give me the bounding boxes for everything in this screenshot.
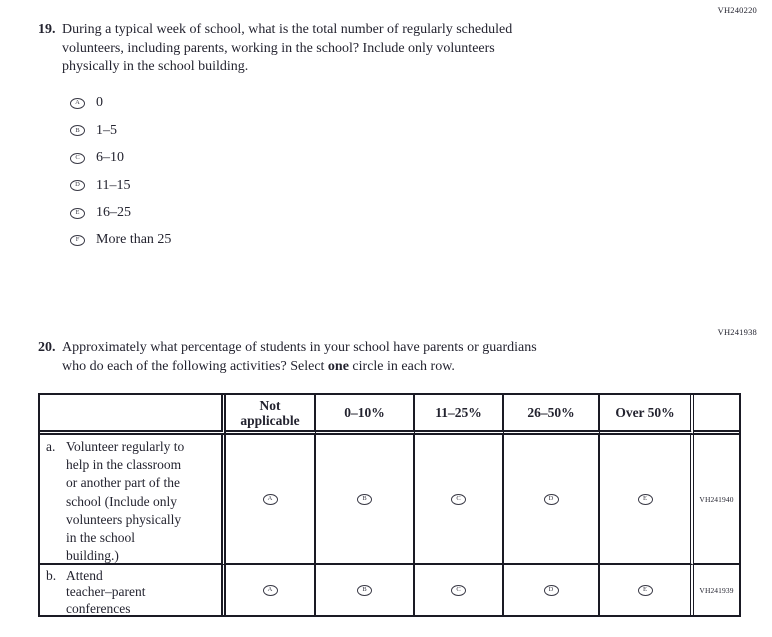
answer-bubble-c-icon[interactable]: C bbox=[451, 585, 466, 596]
answer-bubble-d-icon[interactable]: D bbox=[544, 494, 559, 505]
answer-option-label: 0 bbox=[96, 95, 103, 111]
question-19-options bbox=[38, 90, 512, 254]
answer-option-label: 16–25 bbox=[96, 205, 131, 221]
column-header-not-applicable: Not applicable bbox=[226, 395, 316, 435]
table-cell-row-a-not-applicable bbox=[226, 435, 316, 565]
question-19-text bbox=[62, 21, 512, 77]
question-20-text bbox=[62, 339, 537, 376]
answer-option bbox=[38, 90, 512, 117]
answer-bubble-b-icon[interactable]: B bbox=[357, 494, 372, 505]
table-cell-row-b-0-10 bbox=[316, 565, 415, 615]
answer-bubble-d-icon[interactable]: D bbox=[544, 585, 559, 596]
answer-bubble-b-icon[interactable]: B bbox=[70, 125, 85, 136]
answer-option bbox=[38, 227, 512, 254]
form-code-top: VH240220 bbox=[717, 5, 757, 15]
row-a-item-code: VH241940 bbox=[694, 435, 739, 565]
table-cell-row-a-over-50 bbox=[600, 435, 694, 565]
table-header-code-col bbox=[694, 395, 739, 435]
column-header-11-25: 11–25% bbox=[415, 395, 504, 435]
response-table bbox=[38, 393, 741, 617]
answer-option bbox=[38, 117, 512, 144]
column-header-over-50: Over 50% bbox=[600, 395, 694, 435]
answer-option bbox=[38, 172, 512, 199]
row-a-prefix: a. bbox=[46, 439, 56, 454]
column-header-0-10: 0–10% bbox=[316, 395, 415, 435]
table-row-b-label: b. Attend teacher–parent conferences bbox=[40, 565, 226, 615]
table-header-stub bbox=[40, 395, 226, 435]
answer-bubble-d-icon[interactable]: D bbox=[70, 180, 85, 191]
column-header-26-50: 26–50% bbox=[504, 395, 600, 435]
answer-bubble-a-icon[interactable]: A bbox=[263, 494, 278, 505]
question-19-text-line: physically in the school building. bbox=[62, 59, 249, 75]
answer-bubble-e-icon[interactable]: E bbox=[70, 208, 85, 219]
answer-bubble-b-icon[interactable]: B bbox=[357, 585, 372, 596]
question-20-text-line: who do each of the following activities? Select one circle in each row. bbox=[62, 358, 455, 374]
table-cell-row-b-26-50 bbox=[504, 565, 600, 615]
question-19 bbox=[38, 21, 512, 254]
answer-bubble-a-icon[interactable]: A bbox=[70, 98, 85, 109]
question-20-text-line: Approximately what percentage of students in your school have parents or guardians bbox=[62, 340, 537, 355]
answer-option-label: 1–5 bbox=[96, 122, 117, 138]
answer-option-label: 6–10 bbox=[96, 150, 124, 166]
question-19-number: 19. bbox=[38, 22, 56, 37]
answer-bubble-e-icon[interactable]: E bbox=[638, 494, 653, 505]
row-b-prefix: b. bbox=[46, 568, 57, 583]
question-20-number: 20. bbox=[38, 340, 56, 355]
table-cell-row-b-not-applicable bbox=[226, 565, 316, 615]
answer-option bbox=[38, 145, 512, 172]
table-cell-row-b-11-25 bbox=[415, 565, 504, 615]
question-19-text-line: During a typical week of school, what is the total number of regularly scheduled bbox=[62, 22, 513, 37]
table-cell-row-b-over-50 bbox=[600, 565, 694, 615]
table-cell-row-a-0-10 bbox=[316, 435, 415, 565]
answer-bubble-c-icon[interactable]: C bbox=[70, 153, 85, 164]
answer-bubble-a-icon[interactable]: A bbox=[263, 585, 278, 596]
question-20 bbox=[38, 339, 537, 376]
answer-bubble-e-icon[interactable]: E bbox=[638, 585, 653, 596]
row-b-item-code: VH241939 bbox=[694, 565, 739, 615]
question-19-text-line: volunteers, including parents, working in the school? Include only volunteers bbox=[62, 40, 495, 56]
table-cell-row-a-26-50 bbox=[504, 435, 600, 565]
answer-bubble-c-icon[interactable]: C bbox=[451, 494, 466, 505]
answer-bubble-f-icon[interactable]: F bbox=[70, 235, 85, 246]
table-row-a-label: a. Volunteer regularly to help in the classroom or another part of the school (Include only volunteers physically in the school building.) bbox=[40, 435, 226, 565]
table-cell-row-a-11-25 bbox=[415, 435, 504, 565]
answer-option bbox=[38, 199, 512, 226]
answer-option-label: 11–15 bbox=[96, 177, 131, 193]
form-code-q20: VH241938 bbox=[717, 327, 757, 337]
answer-option-label: More than 25 bbox=[96, 232, 172, 248]
